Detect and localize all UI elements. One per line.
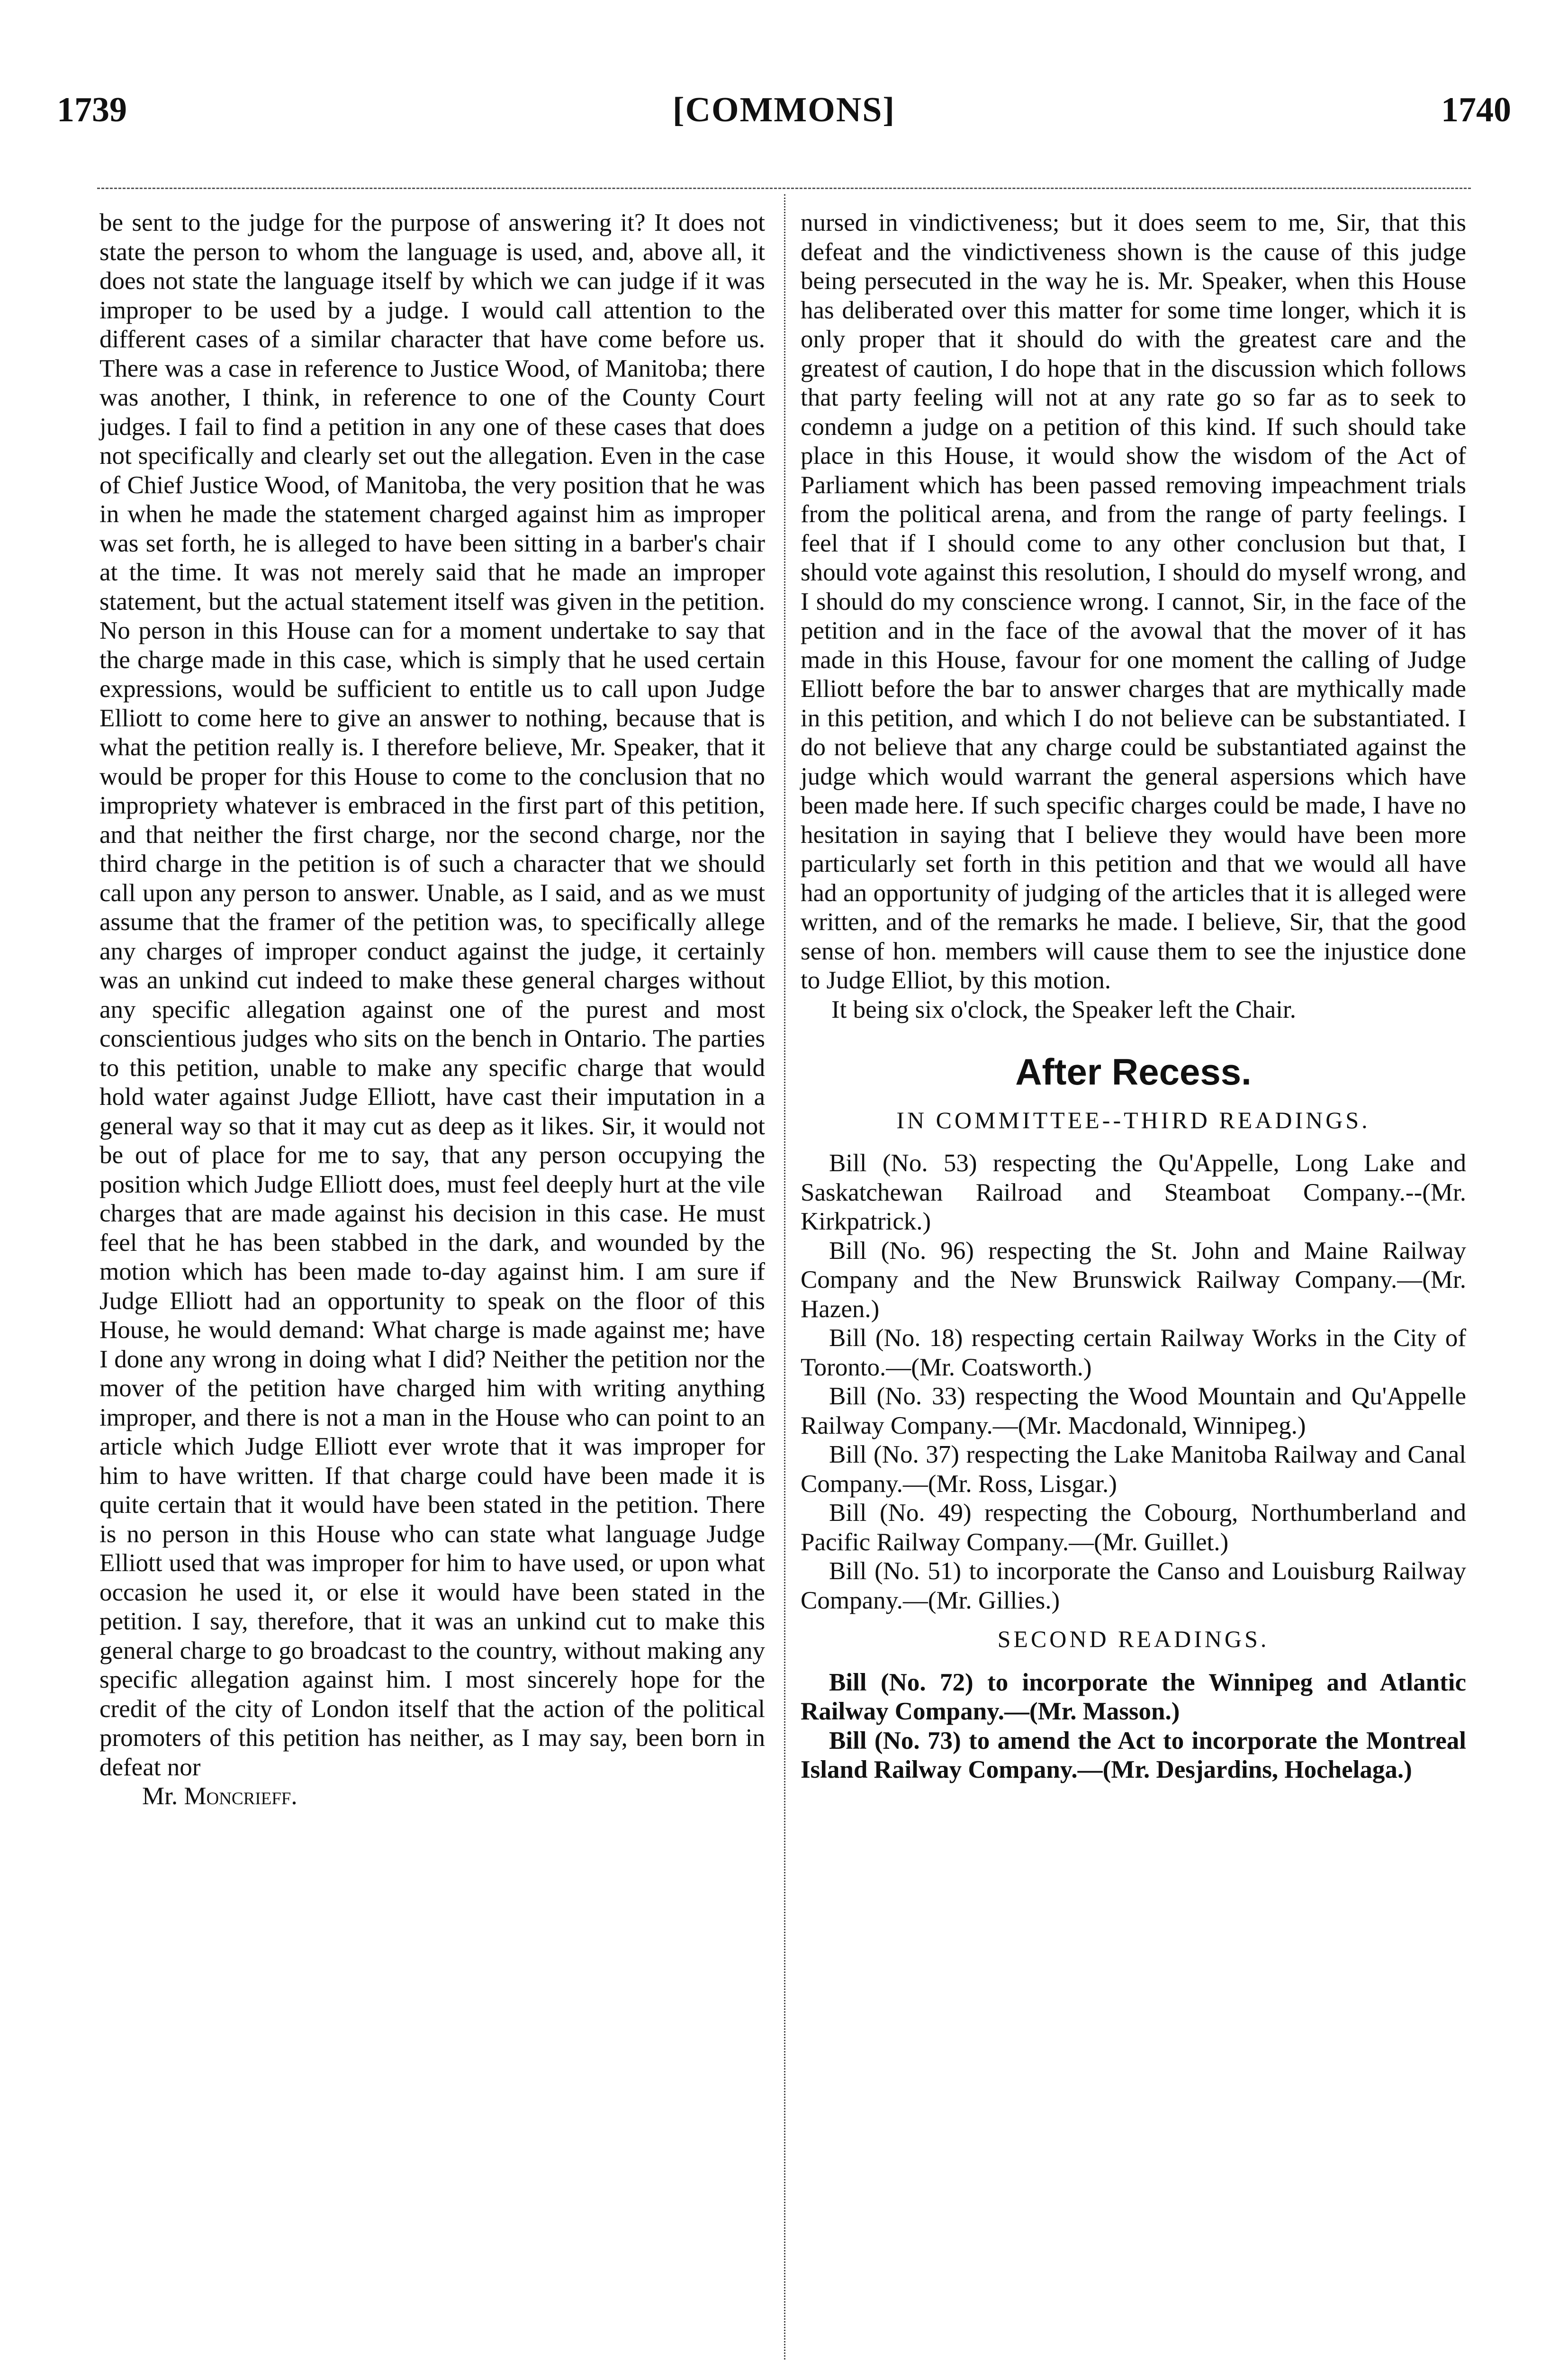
header-rule [97, 188, 1471, 189]
bill-entry: Bill (No. 18) respecting certain Railway Works in the City of Toronto.—(Mr. Coatsworth.) [801, 1324, 1466, 1381]
bill-entry: Bill (No. 37) respecting the Lake Manitoba Railway and Canal Company.—(Mr. Ross, Lisgar.) [801, 1441, 1466, 1498]
bill-entry: Bill (No. 51) to incorporate the Canso and Louisburg Railway Company.—(Mr. Gillies.) [801, 1557, 1466, 1614]
page-header [57, 90, 1511, 142]
page-number-left: 1739 [57, 90, 127, 129]
column-divider [784, 194, 785, 2360]
bill-entry: Bill (No. 72) to incorporate the Winnipeg and Atlantic Railway Company.—(Mr. Masson.) [801, 1668, 1466, 1725]
right-column [801, 208, 1466, 1785]
bill-entry: Bill (No. 33) respecting the Wood Mountain and Qu'Appelle Railway Company.—(Mr. Macdonald, Winnipeg.) [801, 1383, 1466, 1439]
committee-heading: IN COMMITTEE--THIRD READINGS. [896, 1106, 1370, 1133]
recess-note: It being six o'clock, the Speaker left the Chair. [831, 995, 1296, 1023]
right-column-text: nursed in vindictiveness; but it does seem to me, Sir, that this defeat and the vindictiveness shown is the cause of this judge being persecuted in the way he is. Mr. Speaker, when this House has deliberated over this matter for some time longer, which it is only proper that it should do with the greatest care and the greatest of caution, I do hope that in the discussion which follows that party feeling will not at any rate go so far as to seek to condemn a judge on a petition of this kind. If such should take place in this House, it would show the wisdom of the Act of Parliament which has been passed removing impeachment trials from the political arena, and from the range of party feelings. I feel that if I should come to any other conclusion but that, I should vote against this resolution, I should do myself wrong, and I should do my conscience wrong. I cannot, Sir, in the face of the petition and in the face of the avowal that the mover of it has made in this House, favour for one moment the calling of Judge Elliott before the bar to answer charges that are mythically made in this petition, and which I do not believe can be substantiated. I do not believe that any charge could be substantiated against the judge which would warrant the general aspersions which have been made here. If such specific charges could be made, I have no hesitation in saying that I believe they would have been more particularly set forth in this petition and that we would all have had an opportunity of judging of the articles that it is alleged were written, and of the remarks he made. I believe, Sir, that the good sense of hon. members will cause them to see the injustice done to Judge Elliot, by this motion. [801, 209, 1466, 994]
attribution-prefix: Mr. [142, 1782, 184, 1810]
bill-entry: Bill (No. 73) to amend the Act to incorporate the Montreal Island Railway Company.—(Mr. Desjardins, Hochelaga.) [801, 1727, 1466, 1783]
left-column [99, 208, 765, 1811]
second-readings-heading: SECOND READINGS. [997, 1626, 1270, 1652]
bill-entry: Bill (No. 53) respecting the Qu'Appelle, Long Lake and Saskatchewan Railroad and Steamboat Company.--(Mr. Kirkpatrick.) [801, 1149, 1466, 1235]
bill-entry: Bill (No. 49) respecting the Cobourg, Northumberland and Pacific Railway Company.—(Mr. Guillet.) [801, 1499, 1466, 1556]
speaker-name: Moncrieff. [184, 1782, 297, 1810]
left-column-text: be sent to the judge for the purpose of answering it? It does not state the person to whom the language is used, and, above all, it does not state the language itself by which we can judge if it was improper to be used by a judge. I would call attention to the different cases of a similar character that have come before us. There was a case in reference to Justice Wood, of Manitoba; there was another, I think, in reference to one of the County Court judges. I fail to find a petition in any one of these cases that does not specifically and clearly set out the allegation. Even in the case of Chief Justice Wood, of Manitoba, the very position that he was in when he made the statement charged against him as improper was set forth, he is alleged to have been sitting in a barber's chair at the time. It was not merely said that he made an improper statement, but the actual statement itself was given in the petition. No person in this House can for a moment undertake to say that the charge made in this case, which is simply that he used certain expressions, would be sufficient to entitle us to call upon Judge Elliott to come here to give an answer to nothing, because that is what the petition really is. I therefore believe, Mr. Speaker, that it would be proper for this House to come to the conclusion that no impropriety whatever is embraced in the first part of this petition, and that neither the first charge, nor the second charge, nor the third charge in the petition is of such a character that we should call upon any person to answer. Unable, as I said, and as we must assume that the framer of the petition was, to specifically allege any charges of improper conduct against the judge, it certainly was an unkind cut indeed to make these general charges without any specific allegation against one of the purest and most conscientious judges who sits on the bench in Ontario. The parties to this petition, unable to make any specific charge that would hold water against Judge Elliott, have cast their imputation in a general way so that it may cut as deep as it likes. Sir, it would not be out of place for me to say, that any person occupying the position which Judge Elliott does, must feel deeply hurt at the vile charges that are made against his decision in this case. He must feel that he has been stabbed in the dark, and wounded by the motion which has been made to-day against him. I am sure if Judge Elliott had an opportunity to speak on the floor of this House, he would demand: What charge is made against me; have I done any wrong in doing what I did? Neither the petition nor the mover of the petition have charged him with writing anything improper, and there is not a man in the House who can point to an article which Judge Elliott ever wrote that it was improper for him to have written. If that charge could have been made it is quite certain that it would have been stated in the petition. There is no person in this House who can state what language Judge Elliott used that was improper for him to have used, or upon what occasion he used it, or else it would have been stated in the petition. I say, therefore, that it was an unkind cut to make this general charge to go broadcast to the country, without making any specific allegation against him. I most sincerely hope for the credit of the city of London itself that the action of the political promoters of this petition has neither, as I may say, been born in defeat nor [99, 209, 765, 1781]
bill-entry: Bill (No. 96) respecting the St. John and Maine Railway Company and the New Brunswick Railway Company.—(Mr. Hazen.) [801, 1237, 1466, 1323]
page-number-right: 1740 [1441, 90, 1511, 129]
after-recess-heading: After Recess. [1015, 1051, 1252, 1093]
speaker-attribution [99, 1782, 765, 1811]
running-head: [COMMONS] [672, 90, 896, 129]
